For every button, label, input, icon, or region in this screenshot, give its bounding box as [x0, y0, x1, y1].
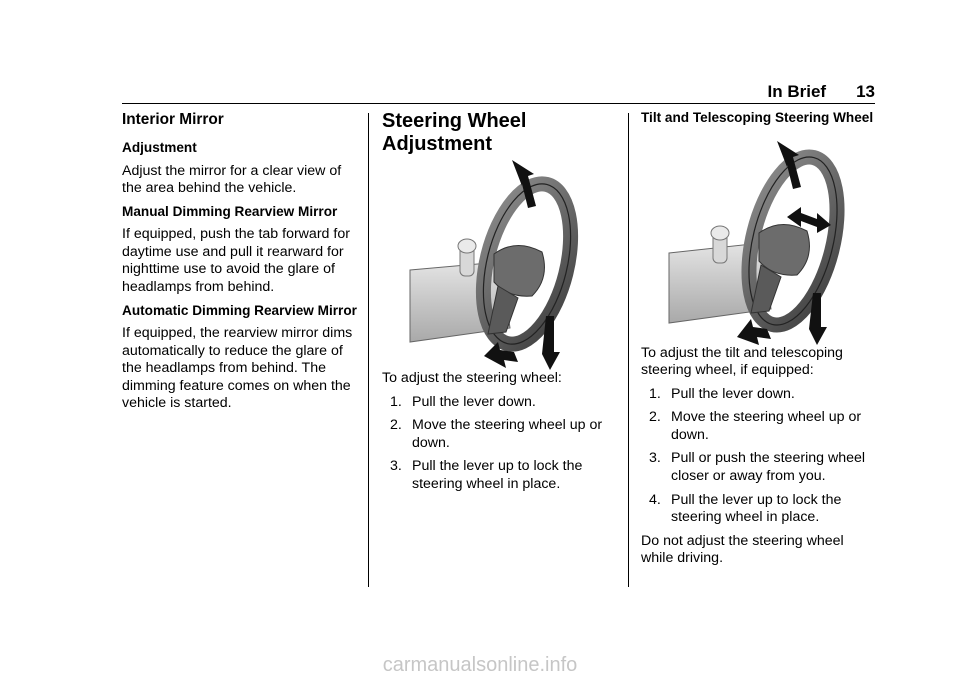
driving-note: Do not adjust the steering wheel while driving. — [641, 532, 844, 567]
auto-dimming-heading: Automatic Dimming Rearview Mirror — [122, 302, 357, 318]
tilt-intro: To adjust the tilt and telescoping steering wheel, if equipped: — [641, 344, 843, 379]
column-divider-2 — [628, 113, 629, 587]
steering-title-line2: Adjustment — [382, 133, 492, 155]
list-item: 1. Pull the lever down. — [649, 385, 795, 402]
list-item: 2. Move the steering wheel up or down. — [390, 417, 603, 451]
watermark: carmanualsonline.info — [382, 654, 578, 676]
steering-intro: To adjust the steering wheel: — [382, 370, 562, 386]
interior-mirror-title: Interior Mirror — [122, 111, 224, 128]
adjustment-heading: Adjustment — [122, 140, 197, 155]
header-rule — [122, 103, 875, 104]
tilt-steps — [641, 386, 877, 527]
section-title: In Brief — [767, 82, 827, 101]
column-interior-mirror — [122, 110, 358, 419]
list-item: 3. Pull or push the steering wheel closer or away from you. — [649, 450, 866, 485]
steering-steps — [382, 394, 608, 494]
column-tilt-telescoping — [641, 110, 877, 574]
page-number: 13 — [856, 82, 875, 101]
steering-wheel-illustration — [382, 156, 608, 370]
tilt-telescoping-heading: Tilt and Telescoping Steering Wheel — [641, 110, 874, 125]
column-steering-adjustment — [382, 110, 608, 500]
list-item: 1. Pull the lever down. — [390, 393, 536, 410]
list-item: 4. Pull the lever up to lock the steering wheel in place. — [649, 491, 842, 526]
column-divider-1 — [368, 113, 369, 587]
manual-dimming-text: If equipped, push the tab forward for daytime use and pull it rearward for nighttime use to avoid the glare of headlamps from behind. — [122, 226, 350, 295]
steering-title-line1: Steering Wheel — [382, 110, 527, 132]
manual-dimming-heading: Manual Dimming Rearview Mirror — [122, 203, 338, 219]
page-header — [0, 82, 875, 102]
list-item: 3. Pull the lever up to lock the steering wheel in place. — [390, 458, 583, 492]
adjustment-text: Adjust the mirror for a clear view of the area behind the vehicle. — [122, 162, 342, 197]
auto-dimming-text: If equipped, the rearview mirror dims automatically to reduce the glare of the headlamps from behind. The dimming feature comes on when the vehicle is started. — [122, 325, 353, 412]
tilt-telescoping-wheel-illustration — [641, 133, 877, 345]
list-item: 2. Move the steering wheel up or down. — [649, 409, 862, 443]
